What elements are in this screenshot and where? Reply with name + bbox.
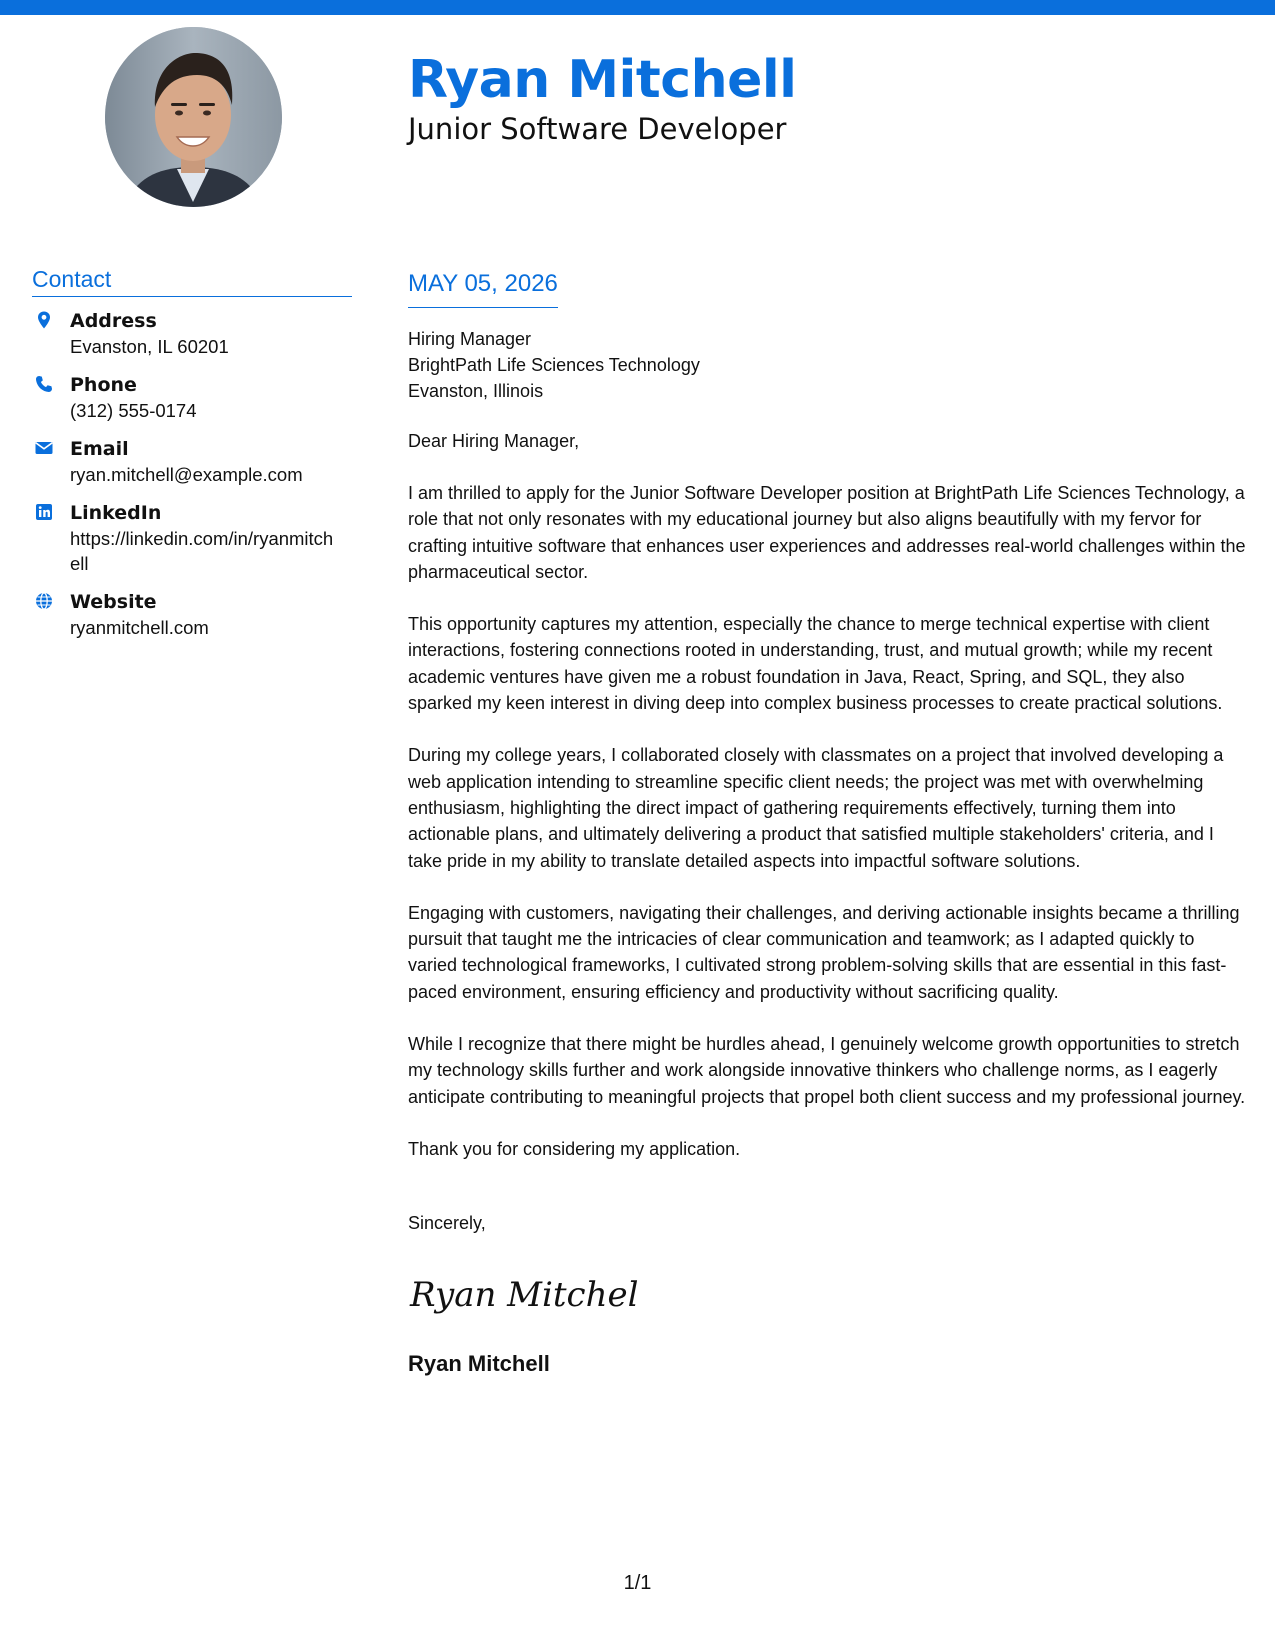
contact-item-website bbox=[32, 590, 352, 640]
closing: Sincerely, bbox=[408, 1213, 486, 1234]
salutation: Dear Hiring Manager, bbox=[408, 431, 580, 451]
globe-icon bbox=[34, 591, 54, 611]
website-value[interactable]: ryanmitchell.com bbox=[70, 617, 209, 638]
phone-icon bbox=[34, 374, 54, 394]
recipient-block bbox=[408, 326, 1248, 404]
contact-item-address bbox=[32, 309, 352, 359]
profile-photo bbox=[105, 27, 282, 207]
contact-item-email bbox=[32, 437, 352, 487]
contact-label: Website bbox=[70, 591, 157, 613]
envelope-icon bbox=[34, 438, 54, 458]
contact-sidebar bbox=[32, 264, 352, 654]
contact-heading: Contact bbox=[32, 264, 352, 297]
recipient-line: Evanston, Illinois bbox=[408, 381, 544, 401]
contact-item-linkedin bbox=[32, 501, 352, 576]
email-value[interactable]: ryan.mitchell@example.com bbox=[70, 464, 303, 485]
linkedin-value[interactable]: https://linkedin.com/in/ryanmitchell bbox=[70, 528, 334, 574]
signed-name: Ryan Mitchell bbox=[408, 1351, 550, 1377]
contact-label: Email bbox=[70, 438, 129, 460]
map-pin-icon bbox=[34, 310, 54, 330]
linkedin-icon bbox=[34, 502, 54, 522]
address-value: Evanston, IL 60201 bbox=[70, 336, 229, 357]
page-number: 1/1 bbox=[623, 1572, 652, 1594]
contact-label: LinkedIn bbox=[70, 502, 162, 524]
body-paragraph: I am thrilled to apply for the Junior Software Developer position at BrightPath Life Sciences Technology, a role that not only resonates with my educational journey but also aligns beautifully with my fervor for crafting intuitive software that enhances user experiences and addresses real-world challenges within the pharmaceutical sector. bbox=[408, 483, 1246, 582]
top-accent-bar bbox=[0, 0, 1275, 15]
body-paragraph: This opportunity captures my attention, especially the chance to merge technical expertise with client interactions, fostering connections rooted in understanding, trust, and mutual growth; while my recent academic ventures have given me a robust foundation in Java, React, Spring, and SQL, they also sparked my keen interest in diving deep into complex business processes to create practical solutions. bbox=[408, 614, 1223, 714]
body-paragraph: During my college years, I collaborated closely with classmates on a project that involved developing a web application intending to streamline specific client needs; the project was met with overwhelming enthusiasm, highlighting the direct impact of gathering requirements effectively, turning them into actionable plans, and ultimately delivering a product that satisfied multiple stakeholders' criteria, and I take pride in my ability to translate detailed aspects into impactful software solutions. bbox=[408, 745, 1224, 871]
recipient-line: Hiring Manager bbox=[408, 329, 532, 349]
contact-label: Phone bbox=[70, 374, 137, 396]
body-paragraph: Engaging with customers, navigating their challenges, and deriving actionable insights became a thrilling pursuit that taught me the intricacies of clear communication and teamwork; as I adapted quickly to varied technological frameworks, I cultivated strong problem-solving skills that are essential in this fast-paced environment, ensuring efficiency and productivity without sacrificing quality. bbox=[408, 902, 1240, 1002]
applicant-name: Ryan Mitchell bbox=[408, 50, 797, 110]
contact-item-phone bbox=[32, 373, 352, 423]
recipient-line: BrightPath Life Sciences Technology bbox=[408, 355, 700, 375]
body-paragraph: While I recognize that there might be hurdles ahead, I genuinely welcome growth opportunities to stretch my technology skills further and work alongside innovative thinkers who challenge norms, as I eagerly anticipate contributing to meaningful projects that propel both client success and my professional journey. bbox=[408, 1034, 1246, 1107]
job-title: Junior Software Developer bbox=[408, 112, 787, 146]
signature-text: Ryan Mitchell bbox=[410, 1275, 638, 1316]
profile-photo-illustration bbox=[105, 27, 282, 207]
letter-body bbox=[408, 268, 1248, 1379]
letter-date: MAY 05, 2026 bbox=[408, 268, 558, 308]
body-paragraph: Thank you for considering my application. bbox=[408, 1138, 741, 1159]
phone-value: (312) 555-0174 bbox=[70, 400, 197, 421]
contact-label: Address bbox=[70, 310, 157, 332]
signature-image bbox=[408, 1266, 638, 1322]
